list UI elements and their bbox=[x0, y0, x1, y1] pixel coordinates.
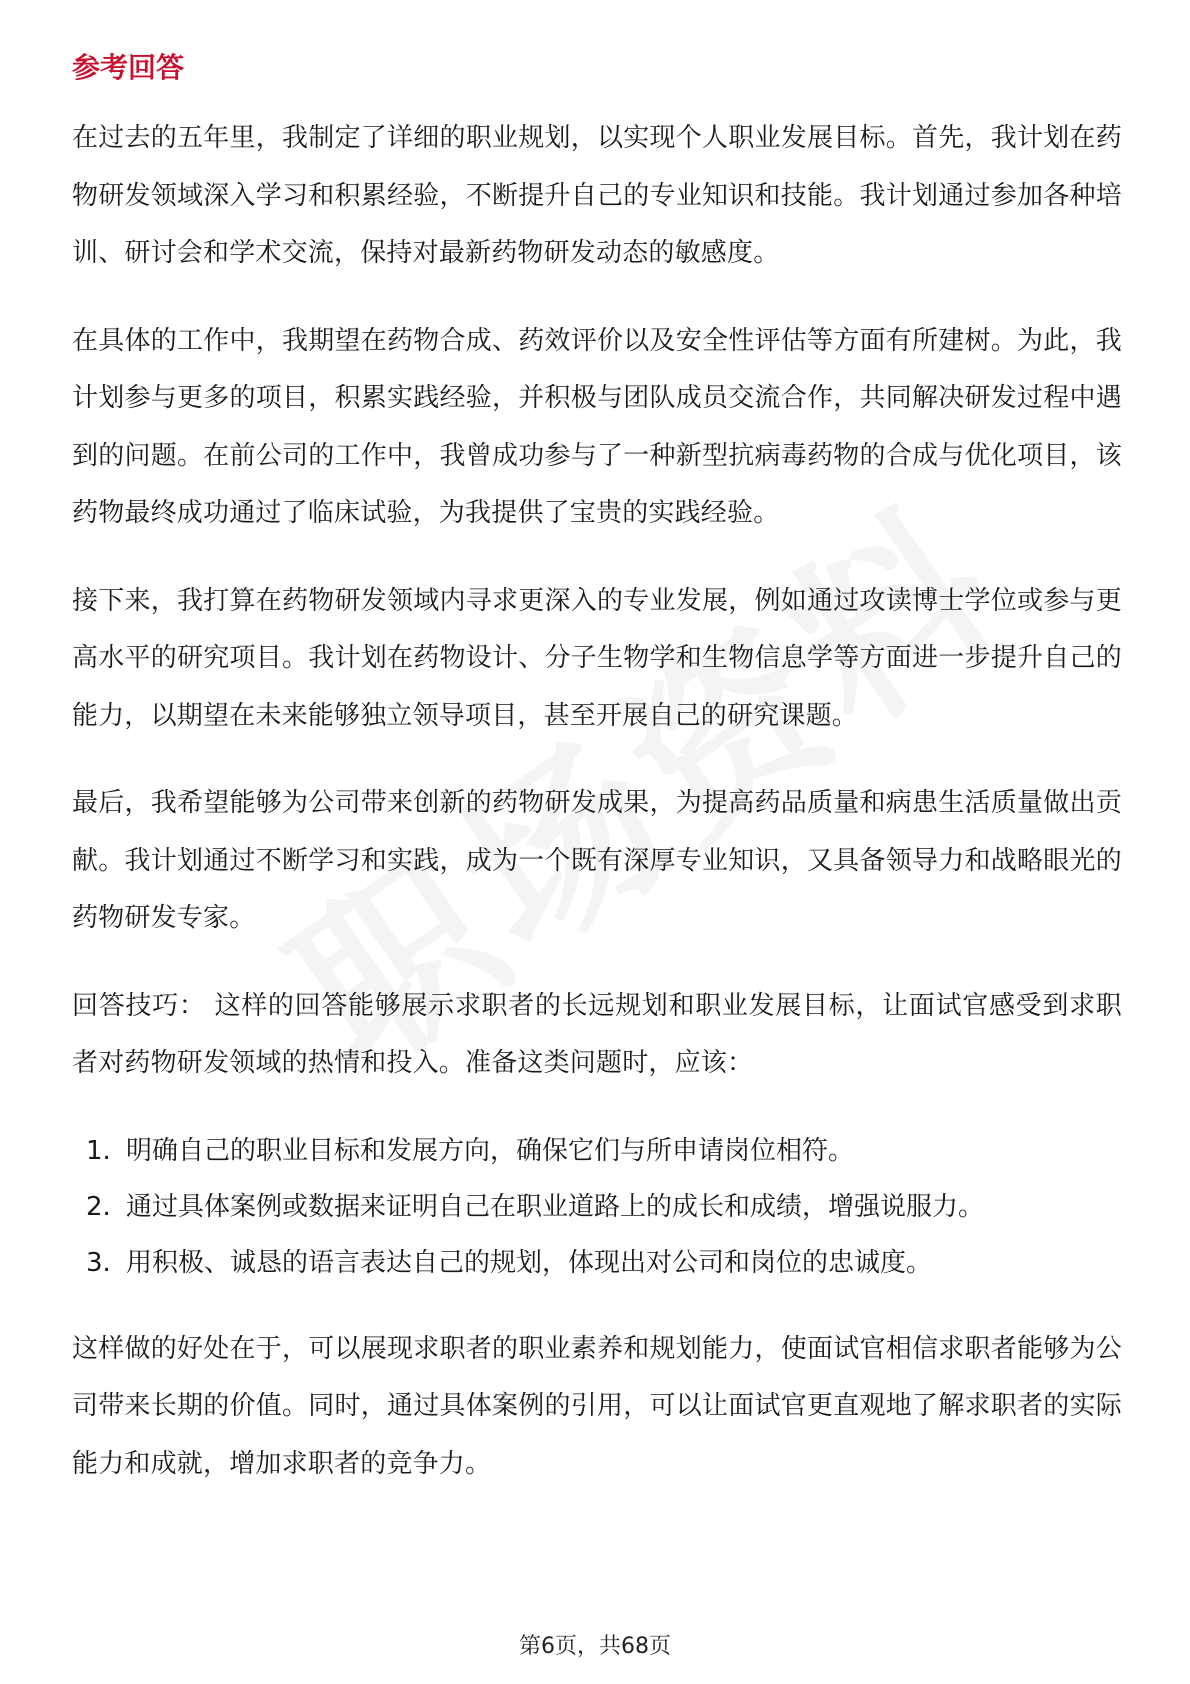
list-item-text: 用积极、诚恳的语言表达自己的规划，体现出对公司和岗位的忠诚度。 bbox=[126, 1247, 933, 1278]
list-item-text: 明确自己的职业目标和发展方向，确保它们与所申请岗位相符。 bbox=[126, 1135, 855, 1166]
list-item-number: 3. bbox=[86, 1247, 111, 1278]
list-item bbox=[86, 1235, 1122, 1291]
closing-paragraph: 这样做的好处在于，可以展现求职者的职业素养和规划能力，使面试官相信求职者能够为公司带来长期的价值。同时，通过具体案例的引用，可以让面试官更直观地了解求职者的实际能力和成就，增加求职者的竞争力。 bbox=[72, 1333, 1122, 1479]
list-item bbox=[86, 1179, 1122, 1235]
page-number-footer: 第6页，共68页 bbox=[519, 1634, 671, 1659]
tips-list bbox=[86, 1123, 1122, 1291]
paragraph-3: 接下来，我打算在药物研发领域内寻求更深入的专业发展，例如通过攻读博士学位或参与更高水平的研究项目。我计划在药物设计、分子生物学和生物信息学等方面进一步提升自己的能力，以期望在未来能够独立领导项目，甚至开展自己的研究课题。 bbox=[72, 585, 1122, 731]
answer-tips-paragraph: 回答技巧： 这样的回答能够展示求职者的长远规划和职业发展目标，让面试官感受到求职者对药物研发领域的热情和投入。准备这类问题时，应该： bbox=[72, 990, 1123, 1078]
paragraph-2: 在具体的工作中，我期望在药物合成、药效评价以及安全性评估等方面有所建树。为此，我计划参与更多的项目，积累实践经验，并积极与团队成员交流合作，共同解决研发过程中遇到的问题。在前公司的工作中，我曾成功参与了一种新型抗病毒药物的合成与优化项目，该药物最终成功通过了临床试验，为我提供了宝贵的实践经验。 bbox=[72, 325, 1122, 528]
section-title: 参考回答 bbox=[72, 51, 185, 84]
paragraph-1: 在过去的五年里，我制定了详细的职业规划，以实现个人职业发展目标。首先，我计划在药物研发领域深入学习和积累经验，不断提升自己的专业知识和技能。我计划通过参加各种培训、研讨会和学术交流，保持对最新药物研发动态的敏感度。 bbox=[72, 123, 1122, 268]
paragraph-4: 最后，我希望能够为公司带来创新的药物研发成果，为提高药品质量和病患生活质量做出贡献。我计划通过不断学习和实践，成为一个既有深厚专业知识，又具备领导力和战略眼光的药物研发专家。 bbox=[72, 788, 1122, 933]
list-item-text: 通过具体案例或数据来证明自己在职业道路上的成长和成绩，增强说服力。 bbox=[126, 1191, 985, 1222]
document-page bbox=[72, 48, 1122, 1523]
list-item-number: 1. bbox=[86, 1135, 111, 1166]
list-item bbox=[86, 1123, 1122, 1179]
list-item-number: 2. bbox=[86, 1191, 111, 1222]
